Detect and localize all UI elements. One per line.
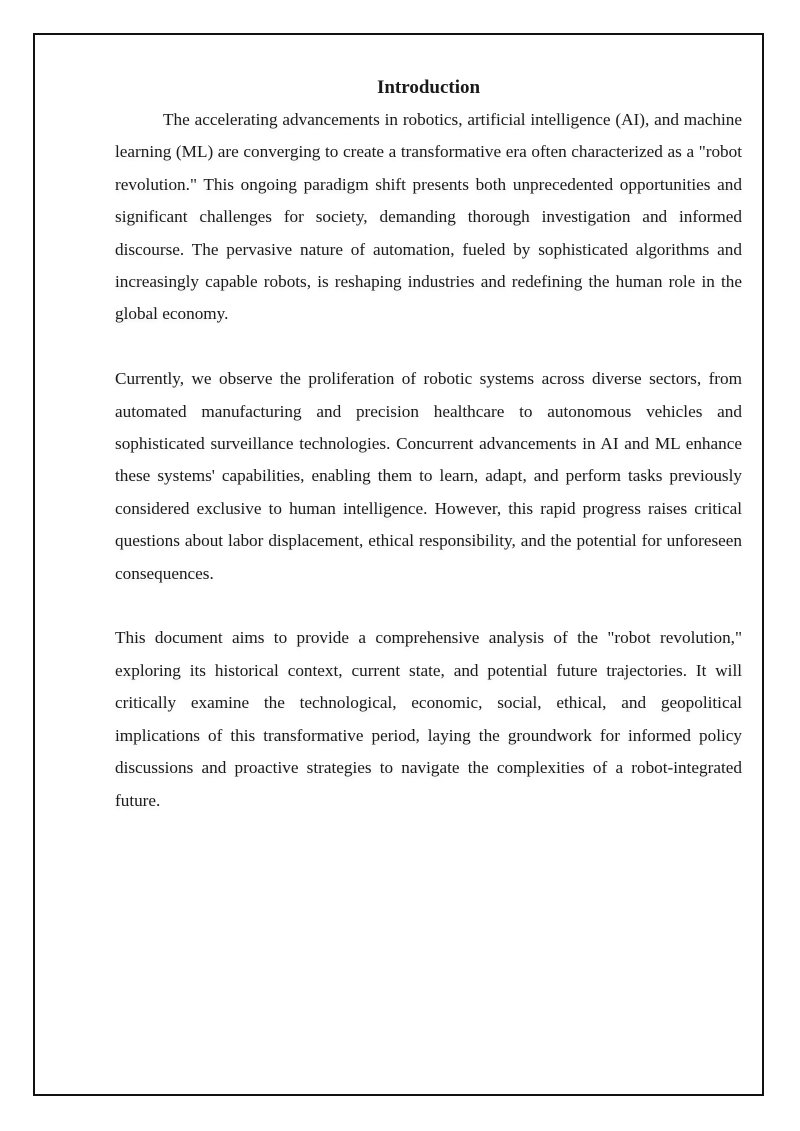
section-heading: Introduction [376, 77, 481, 98]
paragraph-spacer [115, 331, 742, 363]
paragraph-intro: The accelerating advancements in robotics, artificial intelligence (AI), and machine learning (ML) are converging to create a transformative era often characterized as a "robot revolution." This ongoing paradigm shift presents both unprecedented opportunities and significant challenges for society, demanding thorough investigation and informed discourse. The pervasive nature of automation, fueled by sophisticated algorithms and increasingly capable robots, is reshaping industries and redefining the human role in the global economy. [115, 110, 742, 324]
paragraph-aims: This document aims to provide a comprehensive analysis of the "robot revolution," exploring its historical context, current state, and potential future trajectories. It will critically examine the technological, economic, social, ethical, and geopolitical implications of this transformative period, laying the groundwork for informed policy discussions and proactive strategies to navigate the complexities of a robot-integrated future. [115, 628, 742, 810]
paragraph-spacer [115, 590, 742, 622]
document-body [115, 76, 742, 817]
paragraph-current-state: Currently, we observe the proliferation of robotic systems across diverse sectors, from automated manufacturing and precision healthcare to autonomous vehicles and sophisticated surveillance technologies. Concurrent advancements in AI and ML enhance these systems' capabilities, enabling them to learn, adapt, and perform tasks previously considered exclusive to human intelligence. However, this rapid progress raises critical questions about labor displacement, ethical responsibility, and the potential for unforeseen consequences. [115, 369, 742, 583]
